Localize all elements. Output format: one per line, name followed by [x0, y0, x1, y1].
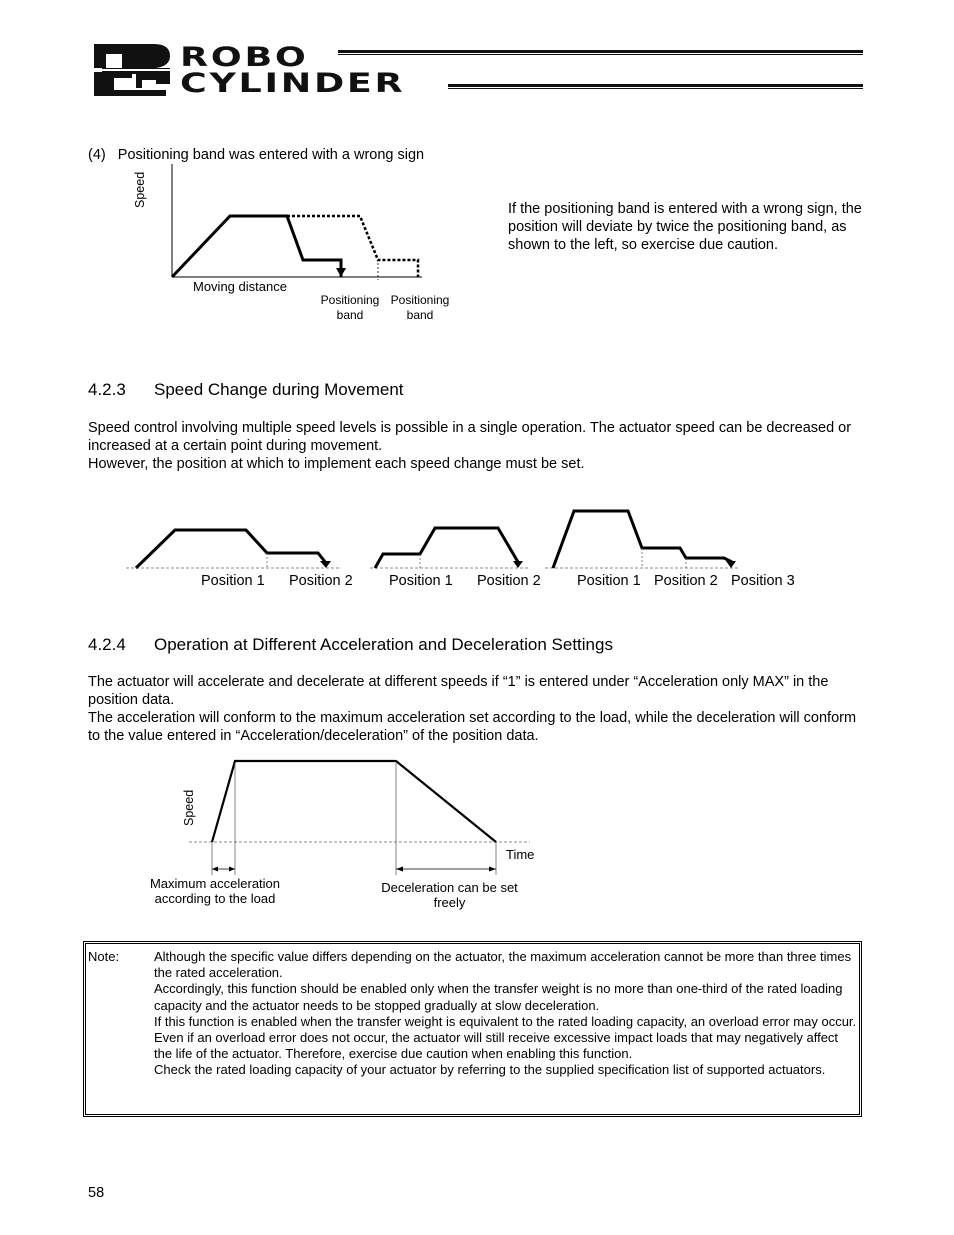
note-line: Although the specific value differs depending on the actuator, the maximum acceleration cannot be more than three times the rated acceleration. [154, 949, 852, 981]
paragraph: The acceleration will conform to the maximum acceleration set according to the load, while the deceleration will conform to the value entered in “Acceleration/deceleration” of the position data. [88, 710, 857, 744]
max-acceleration-caption [134, 876, 296, 906]
note-line: Even if an overload error does not occur, the actuator will still receive excessive impact loads that may negatively affect the life of the actuator. Therefore, exercise due caution when enabling this function. [154, 1030, 839, 1062]
accel-speed-axis-label: Speed [182, 789, 196, 826]
fig-c-position-2: Position 2 [654, 573, 718, 589]
paragraph: However, the position at which to implement each speed change must be set. [88, 456, 585, 472]
fig-a-position-1: Position 1 [201, 573, 265, 589]
speed-axis-label: Speed [133, 171, 147, 208]
fig-a-position-2: Position 2 [289, 573, 353, 589]
fig-b-position-2: Position 2 [477, 573, 541, 589]
band-label-1-line-2: band [336, 308, 364, 322]
section-4-2-3-heading [88, 380, 404, 400]
note-line: Check the rated loading capacity of your actuator by referring to the supplied specification list of supported actuators. [154, 1062, 826, 1078]
caption-line: Deceleration can be set [381, 880, 518, 895]
section-number: 4.2.4 [88, 635, 126, 654]
wrong-sign-caution-text: If the positioning band is entered with a wrong sign, the position will deviate by twice the positioning band, as shown to the left, so exercise due caution. [508, 201, 862, 253]
paragraph: The actuator will accelerate and decelerate at different speeds if “1” is entered under “Acceleration only MAX” in the position data. [88, 674, 829, 708]
fig-b-position-1: Position 1 [389, 573, 453, 589]
note-line: Accordingly, this function should be enabled only when the transfer weight is no more than one-third of the rated loading capacity and the actuator needs to be stopped gradually at slow deceleration. [154, 981, 843, 1013]
logo-text-cylinder: CYLINDER [180, 68, 406, 99]
robo-cylinder-logo [92, 40, 864, 100]
fig-c-position-1: Position 1 [577, 573, 641, 589]
note-line: If this function is enabled when the transfer weight is equivalent to the rated loading capacity, an overload error may occur. [154, 1013, 857, 1029]
caption-line: freely [433, 895, 466, 910]
paragraph: Speed control involving multiple speed levels is possible in a single operation. The actuator speed can be decreased or increased at a certain point during movement. [88, 420, 852, 454]
item-4-heading: (4) Positioning band was entered with a wrong sign [88, 147, 425, 163]
speed-change-figures [120, 505, 810, 575]
band-label-2-line-2: band [406, 308, 434, 322]
section-4-2-4-body [88, 673, 863, 745]
section-title: Speed Change during Movement [154, 380, 404, 399]
acceleration-figure [185, 755, 535, 880]
band-label-2-line-1: Positioning [390, 293, 450, 307]
deceleration-caption [362, 880, 537, 910]
fig-c-position-3: Position 3 [731, 573, 795, 589]
note-text [154, 949, 858, 1079]
section-title: Operation at Different Acceleration and Deceleration Settings [154, 635, 613, 654]
logo-text-robo: ROBO [180, 42, 309, 73]
positioning-band-label-2 [386, 293, 454, 323]
section-4-2-3-body [88, 419, 858, 473]
band-label-1-line-1: Positioning [320, 293, 380, 307]
section-4-2-4-heading [88, 635, 613, 655]
section-number: 4.2.3 [88, 380, 126, 399]
wrong-sign-figure [140, 160, 450, 280]
positioning-band-label-1 [316, 293, 384, 323]
page-number: 58 [88, 1185, 105, 1201]
time-axis-label: Time [506, 847, 535, 862]
note-label: Note: [88, 949, 120, 964]
caption-line: according to the load [154, 891, 276, 906]
caption-line: Maximum acceleration [149, 876, 281, 891]
moving-distance-label: Moving distance [193, 279, 287, 294]
